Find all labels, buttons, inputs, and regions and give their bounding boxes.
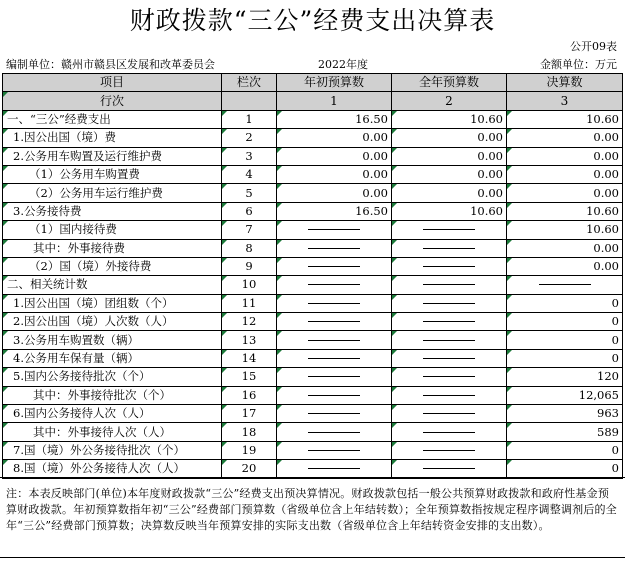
final-accounts-cell: 963 bbox=[507, 405, 623, 423]
annual-budget-cell bbox=[392, 405, 507, 423]
initial-budget-cell: 16.50 bbox=[277, 202, 392, 220]
annual-budget-cell: 0.00 bbox=[392, 147, 507, 165]
initial-budget-cell bbox=[277, 441, 392, 459]
hangci-label: 行次 bbox=[3, 92, 222, 110]
annual-budget-cell bbox=[392, 221, 507, 239]
initial-budget-cell bbox=[277, 368, 392, 386]
expenditure-table bbox=[2, 73, 623, 479]
not-applicable-dash bbox=[423, 284, 475, 285]
final-accounts-cell: 0 bbox=[507, 331, 623, 349]
annual-budget-cell bbox=[392, 386, 507, 404]
final-accounts-cell: 0.00 bbox=[507, 129, 623, 147]
row-number: 4 bbox=[222, 165, 277, 183]
final-accounts-cell: 0.00 bbox=[507, 239, 623, 257]
initial-budget-cell bbox=[277, 423, 392, 441]
row-label: 2.公务用车购置及运行维护费 bbox=[3, 147, 222, 165]
not-applicable-dash bbox=[308, 376, 360, 377]
row-label: 7.国（境）外公务接待批次（个） bbox=[3, 441, 222, 459]
final-accounts-cell: 0 bbox=[507, 349, 623, 367]
final-accounts-cell: 10.60 bbox=[507, 202, 623, 220]
page-title: 财政拨款“三公”经费支出决算表 bbox=[129, 6, 496, 35]
row-label: 4.公务用车保有量（辆） bbox=[3, 349, 222, 367]
table-row bbox=[3, 313, 623, 331]
not-applicable-dash bbox=[308, 284, 360, 285]
table-row bbox=[3, 184, 623, 202]
not-applicable-dash bbox=[308, 340, 360, 341]
not-applicable-dash bbox=[423, 229, 475, 230]
final-accounts-cell: 12,065 bbox=[507, 386, 623, 404]
final-accounts-cell: 589 bbox=[507, 423, 623, 441]
not-applicable-dash bbox=[423, 376, 475, 377]
table-row bbox=[3, 221, 623, 239]
not-applicable-dash bbox=[308, 395, 360, 396]
header-lanci: 栏次 bbox=[222, 74, 277, 92]
table-row bbox=[3, 257, 623, 275]
initial-budget-cell bbox=[277, 294, 392, 312]
table-row bbox=[3, 386, 623, 404]
row-number: 2 bbox=[222, 129, 277, 147]
initial-budget-cell bbox=[277, 331, 392, 349]
row-label: 其中：外事接待费 bbox=[3, 239, 222, 257]
initial-budget-cell: 0.00 bbox=[277, 165, 392, 183]
row-number: 12 bbox=[222, 313, 277, 331]
not-applicable-dash bbox=[423, 395, 475, 396]
row-label: 1.因公出国（境）费 bbox=[3, 129, 222, 147]
annual-budget-cell: 10.60 bbox=[392, 202, 507, 220]
not-applicable-dash bbox=[423, 358, 475, 359]
initial-budget-cell: 0.00 bbox=[277, 129, 392, 147]
header-initial-budget: 年初预算数 bbox=[277, 74, 392, 92]
row-label: 2.因公出国（境）人次数（人） bbox=[3, 313, 222, 331]
row-number: 20 bbox=[222, 460, 277, 478]
hangci-row bbox=[3, 92, 623, 110]
row-label: 二、相关统计数 bbox=[3, 276, 222, 294]
page-bottom-divider bbox=[0, 557, 625, 558]
table-row bbox=[3, 405, 623, 423]
final-accounts-cell: 0.00 bbox=[507, 165, 623, 183]
final-accounts-cell: 10.60 bbox=[507, 110, 623, 128]
money-unit: 金额单位：万元 bbox=[540, 58, 617, 71]
not-applicable-dash bbox=[308, 229, 360, 230]
row-label: 一、“三公”经费支出 bbox=[3, 110, 222, 128]
row-label: 其中：外事接待批次（个） bbox=[3, 386, 222, 404]
table-bottom-divider bbox=[0, 477, 625, 478]
final-accounts-cell: 0.00 bbox=[507, 147, 623, 165]
table-row bbox=[3, 441, 623, 459]
not-applicable-dash bbox=[308, 321, 360, 322]
row-number: 17 bbox=[222, 405, 277, 423]
final-accounts-cell: 0 bbox=[507, 313, 623, 331]
annual-budget-cell bbox=[392, 276, 507, 294]
not-applicable-dash bbox=[423, 321, 475, 322]
table-row bbox=[3, 423, 623, 441]
final-accounts-cell: 0 bbox=[507, 294, 623, 312]
initial-budget-cell: 0.00 bbox=[277, 184, 392, 202]
preparing-unit: 编制单位：赣州市赣县区发展和改革委员会 bbox=[6, 58, 215, 71]
not-applicable-dash bbox=[423, 340, 475, 341]
annual-budget-cell bbox=[392, 441, 507, 459]
not-applicable-dash bbox=[308, 358, 360, 359]
annual-budget-cell bbox=[392, 331, 507, 349]
initial-budget-cell bbox=[277, 276, 392, 294]
form-code: 公开09表 bbox=[570, 40, 617, 53]
annual-budget-cell: 0.00 bbox=[392, 129, 507, 147]
row-label: （2）国（境）外接待费 bbox=[3, 257, 222, 275]
row-number: 19 bbox=[222, 441, 277, 459]
row-number: 18 bbox=[222, 423, 277, 441]
annual-budget-cell: 10.60 bbox=[392, 110, 507, 128]
row-number: 13 bbox=[222, 331, 277, 349]
hangci-empty bbox=[222, 92, 277, 110]
row-number: 8 bbox=[222, 239, 277, 257]
annual-budget-cell bbox=[392, 294, 507, 312]
initial-budget-cell bbox=[277, 257, 392, 275]
final-accounts-cell: 0.00 bbox=[507, 257, 623, 275]
table-row bbox=[3, 368, 623, 386]
not-applicable-dash bbox=[308, 468, 360, 469]
table-row bbox=[3, 349, 623, 367]
not-applicable-dash bbox=[423, 266, 475, 267]
not-applicable-dash bbox=[423, 468, 475, 469]
not-applicable-dash bbox=[423, 450, 475, 451]
row-label: （2）公务用车运行维护费 bbox=[3, 184, 222, 202]
final-accounts-cell: 0 bbox=[507, 441, 623, 459]
initial-budget-cell bbox=[277, 349, 392, 367]
annual-budget-cell: 0.00 bbox=[392, 165, 507, 183]
annual-budget-cell bbox=[392, 239, 507, 257]
row-number: 14 bbox=[222, 349, 277, 367]
fiscal-year: 2022年度 bbox=[318, 58, 368, 71]
annual-budget-cell: 0.00 bbox=[392, 184, 507, 202]
not-applicable-dash bbox=[423, 432, 475, 433]
annual-budget-cell bbox=[392, 460, 507, 478]
annual-budget-cell bbox=[392, 313, 507, 331]
row-label: 3.公务用车购置数（辆） bbox=[3, 331, 222, 349]
final-accounts-cell: 0.00 bbox=[507, 184, 623, 202]
row-label: （1）公务用车购置费 bbox=[3, 165, 222, 183]
hangci-c2: 2 bbox=[392, 92, 507, 110]
table-row bbox=[3, 239, 623, 257]
not-applicable-dash bbox=[423, 413, 475, 414]
header-annual-budget: 全年预算数 bbox=[392, 74, 507, 92]
row-number: 1 bbox=[222, 110, 277, 128]
footnote: 注：本表反映部门(单位)本年度财政拨款“三公”经费支出预决算情况。财政拨款包括一般公共预算财政拨款和政府性基金预算财政拨款。年初预算数指年初“三公”经费部门预算数（省级单位含上年结转数）；全年预算数指按规定程序调整调剂后的全年“三公”经费部门预算数；决算数反映当年预算安排的实际支出数（省级单位含上年结转资金安排的支出数）。 bbox=[6, 487, 617, 532]
annual-budget-cell bbox=[392, 423, 507, 441]
row-label: 1.因公出国（境）团组数（个） bbox=[3, 294, 222, 312]
not-applicable-dash bbox=[308, 432, 360, 433]
header-row bbox=[3, 74, 623, 92]
annual-budget-cell bbox=[392, 257, 507, 275]
row-number: 3 bbox=[222, 147, 277, 165]
not-applicable-dash bbox=[308, 413, 360, 414]
row-number: 9 bbox=[222, 257, 277, 275]
final-accounts-cell: 10.60 bbox=[507, 221, 623, 239]
initial-budget-cell bbox=[277, 386, 392, 404]
table-row bbox=[3, 294, 623, 312]
table-row bbox=[3, 331, 623, 349]
header-final-accounts: 决算数 bbox=[507, 74, 623, 92]
initial-budget-cell: 16.50 bbox=[277, 110, 392, 128]
table-row bbox=[3, 460, 623, 478]
not-applicable-dash bbox=[423, 303, 475, 304]
initial-budget-cell: 0.00 bbox=[277, 147, 392, 165]
annual-budget-cell bbox=[392, 368, 507, 386]
initial-budget-cell bbox=[277, 239, 392, 257]
table-row bbox=[3, 110, 623, 128]
row-label: 3.公务接待费 bbox=[3, 202, 222, 220]
table-row bbox=[3, 129, 623, 147]
final-accounts-cell bbox=[507, 276, 623, 294]
row-number: 6 bbox=[222, 202, 277, 220]
row-number: 15 bbox=[222, 368, 277, 386]
not-applicable-dash bbox=[308, 303, 360, 304]
row-number: 16 bbox=[222, 386, 277, 404]
row-label: 8.国（境）外公务接待人次（人） bbox=[3, 460, 222, 478]
table-row bbox=[3, 276, 623, 294]
hangci-c3: 3 bbox=[507, 92, 623, 110]
not-applicable-dash bbox=[308, 248, 360, 249]
table-row bbox=[3, 147, 623, 165]
hangci-c1: 1 bbox=[277, 92, 392, 110]
not-applicable-dash bbox=[308, 450, 360, 451]
initial-budget-cell bbox=[277, 460, 392, 478]
header-project: 项目 bbox=[3, 74, 222, 92]
row-number: 11 bbox=[222, 294, 277, 312]
row-label: 6.国内公务接待人次（人） bbox=[3, 405, 222, 423]
row-number: 5 bbox=[222, 184, 277, 202]
not-applicable-dash bbox=[423, 248, 475, 249]
row-number: 10 bbox=[222, 276, 277, 294]
annual-budget-cell bbox=[392, 349, 507, 367]
initial-budget-cell bbox=[277, 313, 392, 331]
final-accounts-cell: 120 bbox=[507, 368, 623, 386]
not-applicable-dash bbox=[308, 266, 360, 267]
table-row bbox=[3, 202, 623, 220]
table-row bbox=[3, 165, 623, 183]
not-applicable-dash bbox=[539, 284, 591, 285]
initial-budget-cell bbox=[277, 405, 392, 423]
initial-budget-cell bbox=[277, 221, 392, 239]
row-number: 7 bbox=[222, 221, 277, 239]
row-label: （1）国内接待费 bbox=[3, 221, 222, 239]
row-label: 其中：外事接待人次（人） bbox=[3, 423, 222, 441]
row-label: 5.国内公务接待批次（个） bbox=[3, 368, 222, 386]
final-accounts-cell: 0 bbox=[507, 460, 623, 478]
